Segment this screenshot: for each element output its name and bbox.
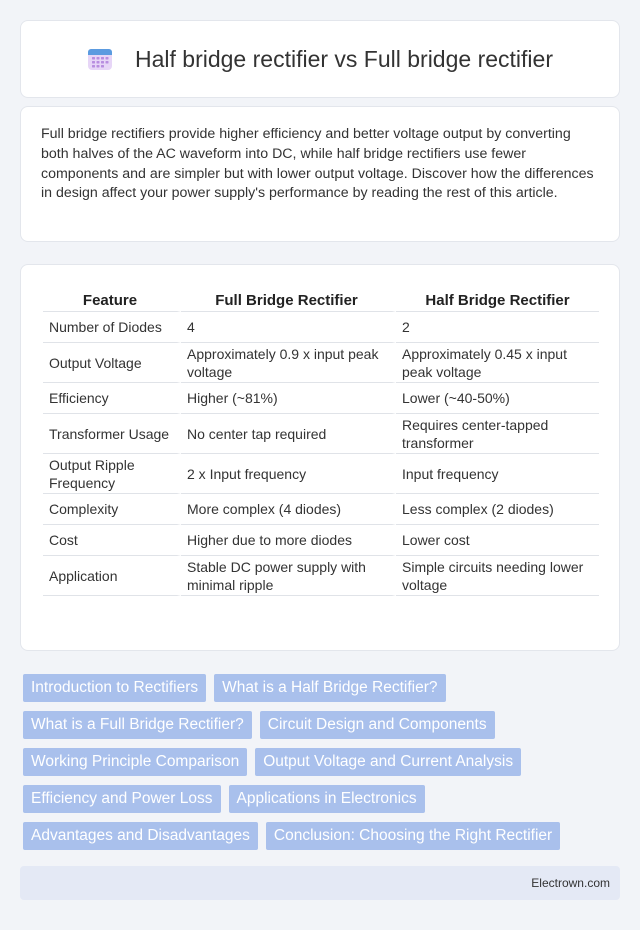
tag-efficiency-power-loss[interactable]: Efficiency and Power Loss <box>23 785 221 813</box>
table-row <box>43 494 599 525</box>
comparison-table <box>43 287 599 596</box>
header-card <box>20 20 620 98</box>
table-cell-feature: Complexity <box>43 494 181 525</box>
calendar-icon <box>87 47 113 71</box>
table-row <box>43 454 599 494</box>
tag-what-is-full-bridge[interactable]: What is a Full Bridge Rectifier? <box>23 711 252 739</box>
footer <box>20 866 620 900</box>
column-header-full-bridge: Full Bridge Rectifier <box>181 287 396 312</box>
table-cell-feature: Transformer Usage <box>43 414 181 454</box>
table-cell-half-bridge: Lower (~40-50%) <box>396 383 599 414</box>
table-cell-full-bridge: 2 x Input frequency <box>181 454 396 494</box>
table-cell-full-bridge: Higher (~81%) <box>181 383 396 414</box>
topic-tags <box>20 674 620 850</box>
table-cell-half-bridge: Less complex (2 diodes) <box>396 494 599 525</box>
table-cell-full-bridge: No center tap required <box>181 414 396 454</box>
tag-what-is-half-bridge[interactable]: What is a Half Bridge Rectifier? <box>214 674 445 702</box>
table-cell-half-bridge: Approximately 0.45 x input peak voltage <box>396 343 599 383</box>
tag-working-principle[interactable]: Working Principle Comparison <box>23 748 247 776</box>
table-cell-feature: Efficiency <box>43 383 181 414</box>
table-cell-half-bridge: Requires center-tapped transformer <box>396 414 599 454</box>
tag-introduction-to-rectifiers[interactable]: Introduction to Rectifiers <box>23 674 206 702</box>
table-row <box>43 343 599 383</box>
table-cell-full-bridge: Approximately 0.9 x input peak voltage <box>181 343 396 383</box>
tag-conclusion[interactable]: Conclusion: Choosing the Right Rectifier <box>266 822 560 850</box>
tag-advantages-disadvantages[interactable]: Advantages and Disadvantages <box>23 822 258 850</box>
table-cell-feature: Cost <box>43 525 181 556</box>
footer-brand[interactable]: Electrown.com <box>531 876 610 890</box>
intro-card <box>20 106 620 242</box>
tag-circuit-design[interactable]: Circuit Design and Components <box>260 711 495 739</box>
table-row <box>43 556 599 596</box>
table-row <box>43 525 599 556</box>
intro-text: Full bridge rectifiers provide higher efficiency and better voltage output by converting both halves of the AC waveform into DC, while half bridge rectifiers use fewer components and are simpler but with lower output voltage. Discover how the differences in design affect your power supply's performance by reading the rest of this article. <box>41 126 594 202</box>
table-row <box>43 383 599 414</box>
header <box>87 46 553 73</box>
table-cell-full-bridge: Higher due to more diodes <box>181 525 396 556</box>
page-title: Half bridge rectifier vs Full bridge rectifier <box>135 45 553 72</box>
table-cell-feature: Number of Diodes <box>43 312 181 343</box>
table-cell-half-bridge: Simple circuits needing lower voltage <box>396 556 599 596</box>
table-cell-half-bridge: Lower cost <box>396 525 599 556</box>
comparison-table-card <box>20 264 620 651</box>
table-cell-full-bridge: Stable DC power supply with minimal ripple <box>181 556 396 596</box>
table-cell-full-bridge: 4 <box>181 312 396 343</box>
column-header-half-bridge: Half Bridge Rectifier <box>396 287 599 312</box>
table-cell-half-bridge: 2 <box>396 312 599 343</box>
table-cell-full-bridge: More complex (4 diodes) <box>181 494 396 525</box>
table-row <box>43 312 599 343</box>
table-header-row <box>43 287 599 312</box>
table-cell-feature: Output Voltage <box>43 343 181 383</box>
table-cell-half-bridge: Input frequency <box>396 454 599 494</box>
table-cell-feature: Output Ripple Frequency <box>43 454 181 494</box>
tag-output-voltage-current[interactable]: Output Voltage and Current Analysis <box>255 748 521 776</box>
table-row <box>43 414 599 454</box>
table-cell-feature: Application <box>43 556 181 596</box>
tag-applications[interactable]: Applications in Electronics <box>229 785 425 813</box>
column-header-feature: Feature <box>43 287 181 312</box>
